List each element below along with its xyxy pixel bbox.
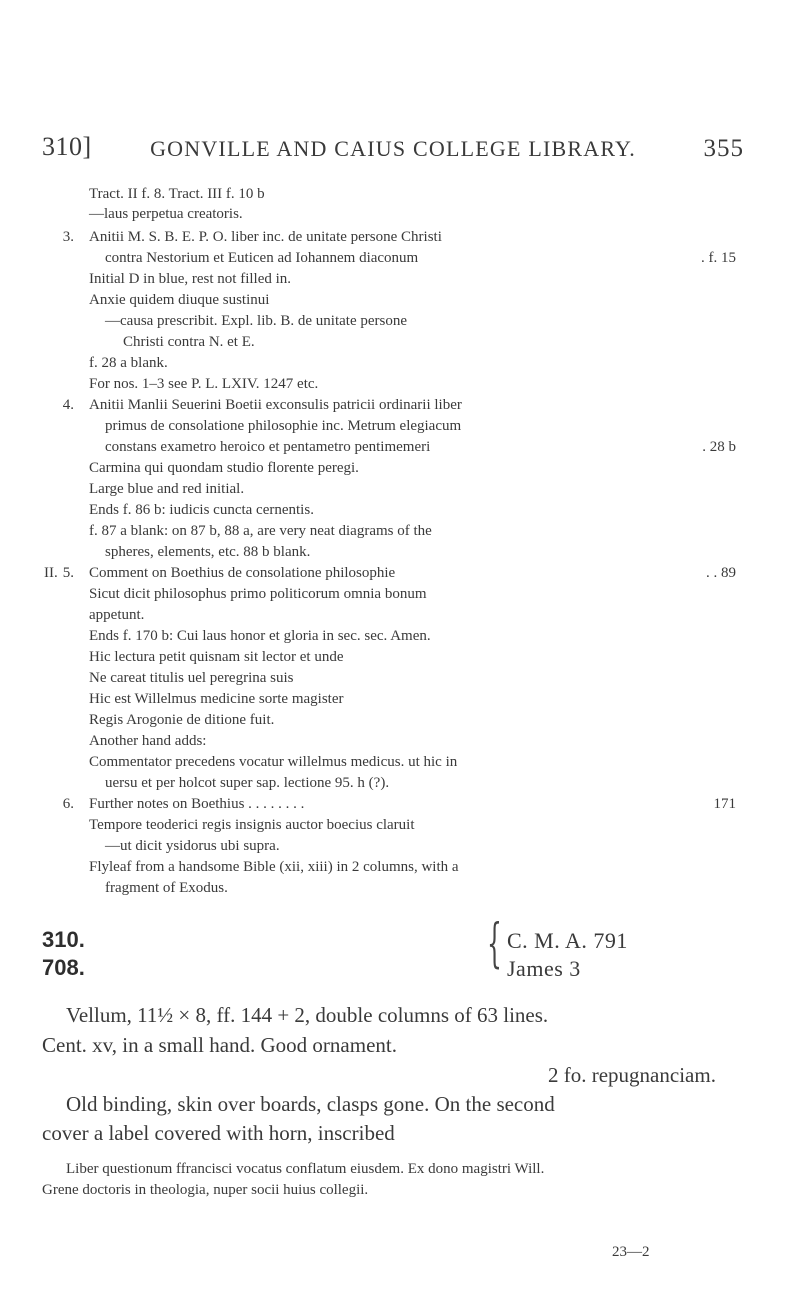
description-line: 2 fo. repugnanciam. bbox=[548, 1063, 716, 1087]
text-line: Flyleaf from a handsome Bible (xii, xiii) in 2 columns, with a bbox=[89, 859, 459, 875]
text-line: —laus perpetua creatoris. bbox=[89, 206, 243, 222]
text-line: fragment of Exodus. bbox=[105, 880, 228, 896]
text-line: spheres, elements, etc. 88 b blank. bbox=[105, 544, 311, 560]
text-line: Carmina qui quondam studio florente peregi. bbox=[89, 460, 359, 476]
text-line: primus de consolatione philosophie inc. Metrum elegiacum bbox=[105, 418, 462, 434]
text-line: Sicut dicit philosophus primo politicorum omnia bonum bbox=[89, 586, 427, 602]
text-line: Comment on Boethius de consolatione philosophie bbox=[89, 565, 396, 581]
text-line: uersu et per holcot super sap. lectione 95. h (?). bbox=[105, 775, 390, 791]
text-line: appetunt. bbox=[89, 607, 145, 623]
brace-glyph: { bbox=[487, 914, 502, 974]
folio-ref: . 28 b bbox=[702, 439, 736, 455]
description-line: Old binding, skin over boards, clasps gone. On the second bbox=[66, 1092, 555, 1116]
text-line: f. 28 a blank. bbox=[89, 355, 168, 371]
description-line: Vellum, 11½ × 8, ff. 144 + 2, double columns of 63 lines. bbox=[66, 1003, 549, 1027]
running-header bbox=[42, 132, 744, 168]
item-number: 3. bbox=[62, 229, 74, 245]
description-line: Cent. xv, in a small hand. Good ornament. bbox=[42, 1033, 397, 1057]
page-number-left: 310] bbox=[42, 132, 92, 161]
text-line: Ends f. 170 b: Cui laus honor et gloria in sec. sec. Amen. bbox=[89, 628, 431, 644]
entry-old-number: 708. bbox=[42, 955, 85, 980]
text-line: Commentator precedens vocatur willelmus medicus. ut hic in bbox=[89, 754, 458, 770]
inscription-line: Liber questionum ffrancisci vocatus conflatum eiusdem. Ex dono magistri Will. bbox=[66, 1161, 545, 1177]
text-line: Initial D in blue, rest not filled in. bbox=[89, 271, 292, 287]
text-line: Anitii Manlii Seuerini Boetii exconsulis patricii ordinarii liber bbox=[89, 397, 462, 413]
signature-mark: 23—2 bbox=[612, 1244, 650, 1260]
section-number: II. bbox=[44, 565, 58, 581]
page-number-right: 355 bbox=[703, 135, 744, 162]
inscription-line: Grene doctoris in theologia, nuper socii huius collegii. bbox=[42, 1182, 369, 1198]
folio-ref: . f. 15 bbox=[701, 250, 736, 266]
description-line: cover a label covered with horn, inscribed bbox=[42, 1121, 395, 1145]
item-number: 6. bbox=[62, 796, 74, 812]
text-line: Anxie quidem diuque sustinui bbox=[89, 292, 270, 308]
catalogue-ref: James 3 bbox=[507, 956, 581, 981]
text-line: Ends f. 86 b: iudicis cuncta cernentis. bbox=[89, 502, 314, 518]
entry-number: 310. bbox=[42, 927, 85, 952]
text-line: Another hand adds: bbox=[89, 733, 207, 749]
text-line: Hic est Willelmus medicine sorte magister bbox=[89, 691, 344, 707]
text-line: Tract. II f. 8. Tract. III f. 10 b bbox=[89, 186, 265, 202]
text-line: Christi contra N. et E. bbox=[123, 334, 255, 350]
catalogue-ref: C. M. A. 791 bbox=[507, 928, 628, 953]
item-number: 5. bbox=[62, 565, 74, 581]
folio-ref: . . 89 bbox=[706, 565, 736, 581]
text-line: f. 87 a blank: on 87 b, 88 a, are very neat diagrams of the bbox=[89, 523, 432, 539]
folio-ref: 171 bbox=[713, 796, 736, 812]
text-line: For nos. 1–3 see P. L. LXIV. 1247 etc. bbox=[89, 376, 319, 392]
text-line: Further notes on Boethius . . . . . . . . bbox=[89, 796, 305, 812]
text-line: Anitii M. S. B. E. P. O. liber inc. de unitate persone Christi bbox=[89, 229, 442, 245]
page-title: GONVILLE AND CAIUS COLLEGE LIBRARY. bbox=[150, 136, 636, 161]
item-number: 4. bbox=[62, 397, 74, 413]
text-line: constans exametro heroico et pentametro pentimemeri bbox=[105, 439, 431, 455]
text-line: Large blue and red initial. bbox=[89, 481, 245, 497]
text-line: —causa prescribit. Expl. lib. B. de unitate persone bbox=[105, 313, 407, 329]
text-line: —ut dicit ysidorus ubi supra. bbox=[105, 838, 280, 854]
text-line: contra Nestorium et Euticen ad Iohannem diaconum bbox=[105, 250, 419, 266]
text-line: Tempore teoderici regis insignis auctor boecius claruit bbox=[89, 817, 415, 833]
text-line: Hic lectura petit quisnam sit lector et unde bbox=[89, 649, 344, 665]
text-line: Ne careat titulis uel peregrina suis bbox=[89, 670, 294, 686]
text-line: Regis Arogonie de ditione fuit. bbox=[89, 712, 275, 728]
